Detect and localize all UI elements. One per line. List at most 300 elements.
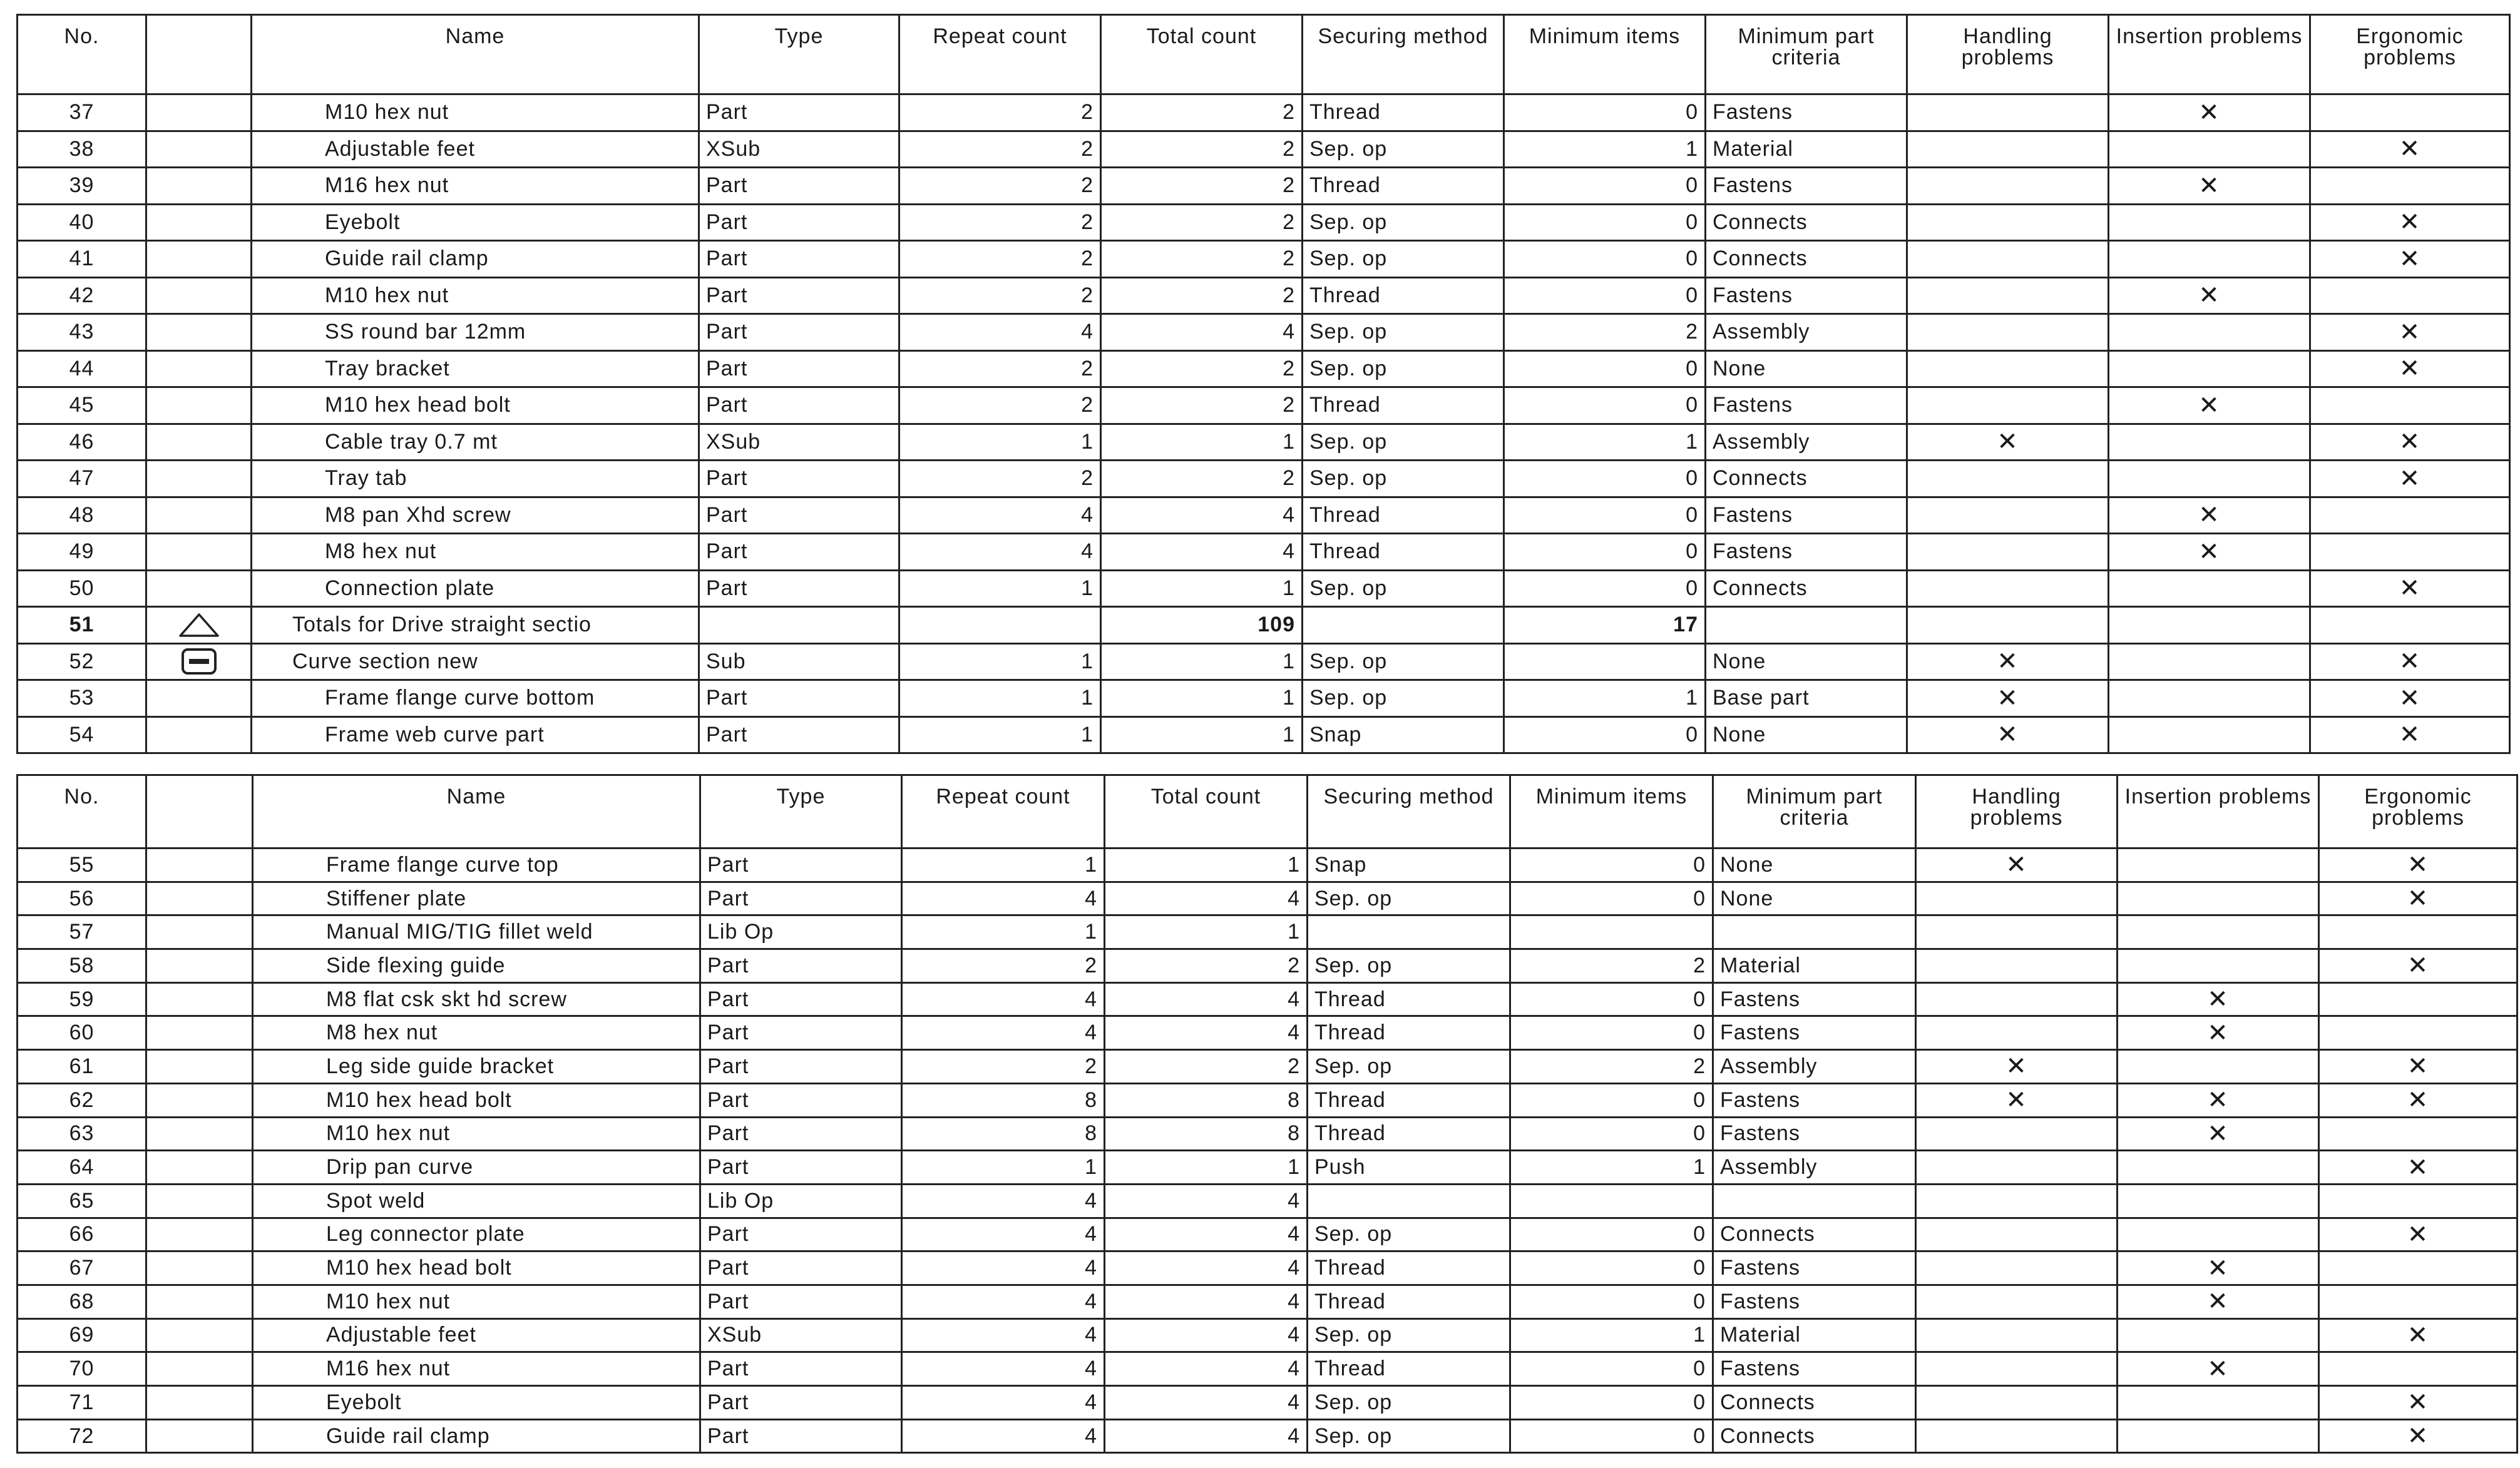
cell-icon <box>146 1251 253 1285</box>
table-row[interactable] <box>18 424 2510 461</box>
cell-ergonomic-problems: ✕ <box>2319 1151 2517 1185</box>
cell-insertion-problems <box>2118 1218 2319 1251</box>
cell-type: Part <box>700 1352 902 1386</box>
cell-no: 56 <box>18 882 146 915</box>
cell-name: Adjustable feet <box>253 1318 700 1352</box>
cell-minimum-part-criteria: Fastens <box>1706 277 1907 314</box>
cell-insertion-problems: ✕ <box>2109 534 2310 571</box>
cell-handling-problems: ✕ <box>1916 1050 2118 1084</box>
cell-handling-problems <box>1916 1386 2118 1420</box>
cell-handling-problems: ✕ <box>1916 1083 2118 1117</box>
cell-repeat-count: 2 <box>899 204 1101 241</box>
cell-insertion-problems: ✕ <box>2109 94 2310 131</box>
cell-no: 58 <box>18 949 146 983</box>
cell-securing-method: Snap <box>1303 716 1504 753</box>
cell-minimum-items: 0 <box>1510 982 1713 1016</box>
cell-minimum-part-criteria: Material <box>1706 131 1907 168</box>
cell-no: 71 <box>18 1386 146 1420</box>
header-ergonomic-problems[interactable]: Ergonomic problems <box>2319 775 2517 849</box>
cell-securing-method: Sep. op <box>1308 1318 1510 1352</box>
table-row[interactable] <box>18 1419 2517 1453</box>
cell-securing-method: Sep. op <box>1303 314 1504 351</box>
cell-minimum-part-criteria: Connects <box>1713 1419 1916 1453</box>
table-row[interactable] <box>18 570 2510 607</box>
cell-icon <box>146 497 252 534</box>
cell-insertion-problems: ✕ <box>2109 387 2310 424</box>
cell-icon <box>146 570 252 607</box>
cell-securing-method: Sep. op <box>1303 570 1504 607</box>
table-row[interactable] <box>18 534 2510 571</box>
header-minimum-part-criteria[interactable]: Minimum part criteria <box>1706 15 1907 94</box>
header-type[interactable]: Type <box>700 775 902 849</box>
cell-icon <box>146 131 252 168</box>
header-name[interactable]: Name <box>253 775 700 849</box>
header-total-count[interactable]: Total count <box>1101 15 1303 94</box>
cell-minimum-part-criteria: Fastens <box>1713 1083 1916 1117</box>
cell-ergonomic-problems <box>2310 94 2510 131</box>
cell-icon <box>146 1050 253 1084</box>
cell-repeat-count: 2 <box>899 277 1101 314</box>
cell-ergonomic-problems: ✕ <box>2319 882 2517 915</box>
table-row[interactable] <box>18 1386 2517 1420</box>
cell-securing-method: Thread <box>1303 168 1504 205</box>
cell-icon <box>146 1318 253 1352</box>
cell-minimum-part-criteria: Connects <box>1713 1218 1916 1251</box>
cell-type: Lib Op <box>700 1184 902 1218</box>
cell-total-count: 1 <box>1105 1151 1308 1185</box>
header-no[interactable]: No. <box>18 15 146 94</box>
cell-minimum-items: 0 <box>1504 350 1706 387</box>
cell-type: Lib Op <box>700 915 902 949</box>
cell-type: Part <box>699 94 899 131</box>
cell-icon <box>146 461 252 497</box>
table-row[interactable] <box>18 1151 2517 1185</box>
table-row[interactable] <box>18 277 2510 314</box>
cell-total-count: 4 <box>1105 1251 1308 1285</box>
cell-total-count: 1 <box>1105 915 1308 949</box>
table-row[interactable] <box>18 949 2517 983</box>
cell-minimum-part-criteria: Fastens <box>1706 94 1907 131</box>
dfa-table-upper-body <box>18 94 2510 753</box>
cell-handling-problems <box>1907 534 2109 571</box>
table-row[interactable] <box>18 716 2510 753</box>
cell-insertion-problems <box>2118 1151 2319 1185</box>
cell-insertion-problems <box>2118 1419 2319 1453</box>
cell-securing-method: Thread <box>1303 277 1504 314</box>
cell-securing-method: Thread <box>1303 387 1504 424</box>
cell-repeat-count: 4 <box>902 882 1105 915</box>
cell-no: 53 <box>18 680 146 717</box>
cell-minimum-part-criteria: Fastens <box>1713 982 1916 1016</box>
cell-no: 50 <box>18 570 146 607</box>
cell-insertion-problems <box>2118 915 2319 949</box>
cell-repeat-count: 4 <box>902 1218 1105 1251</box>
table-row[interactable] <box>18 204 2510 241</box>
cell-securing-method: Sep. op <box>1308 1218 1510 1251</box>
cell-ergonomic-problems: ✕ <box>2310 314 2510 351</box>
cell-repeat-count: 1 <box>902 1151 1105 1185</box>
header-securing-method[interactable]: Securing method <box>1303 15 1504 94</box>
cell-securing-method: Sep. op <box>1308 949 1510 983</box>
cell-ergonomic-problems <box>2319 982 2517 1016</box>
cell-handling-problems <box>1916 882 2118 915</box>
table-row[interactable] <box>18 680 2510 717</box>
cell-insertion-problems <box>2118 1318 2319 1352</box>
cell-minimum-items: 0 <box>1504 204 1706 241</box>
cell-minimum-items: 0 <box>1504 570 1706 607</box>
cell-no: 49 <box>18 534 146 571</box>
cell-name: M8 hex nut <box>252 534 699 571</box>
cell-icon <box>146 607 252 644</box>
cell-securing-method: Sep. op <box>1303 350 1504 387</box>
cell-type: Part <box>700 1151 902 1185</box>
cell-minimum-part-criteria: Assembly <box>1713 1050 1916 1084</box>
table-row[interactable] <box>18 1352 2517 1386</box>
cell-ergonomic-problems: ✕ <box>2310 131 2510 168</box>
cell-repeat-count: 2 <box>899 241 1101 278</box>
cell-ergonomic-problems <box>2319 1117 2517 1151</box>
cell-no: 67 <box>18 1251 146 1285</box>
cell-icon <box>146 1386 253 1420</box>
cell-ergonomic-problems: ✕ <box>2310 241 2510 278</box>
cell-no: 72 <box>18 1419 146 1453</box>
cell-minimum-items <box>1504 643 1706 680</box>
cell-minimum-items: 0 <box>1504 716 1706 753</box>
cell-repeat-count: 4 <box>902 1285 1105 1318</box>
cell-minimum-items: 0 <box>1510 1218 1713 1251</box>
cell-no: 66 <box>18 1218 146 1251</box>
cell-handling-problems <box>1907 461 2109 497</box>
cell-handling-problems <box>1916 982 2118 1016</box>
cell-minimum-items: 0 <box>1504 277 1706 314</box>
cell-insertion-problems <box>2109 680 2310 717</box>
cell-minimum-part-criteria: Assembly <box>1706 314 1907 351</box>
cell-minimum-part-criteria: Connects <box>1706 461 1907 497</box>
cell-minimum-items: 0 <box>1504 168 1706 205</box>
table-row[interactable] <box>18 461 2510 497</box>
cell-type: Part <box>700 1117 902 1151</box>
cell-icon <box>146 1083 253 1117</box>
table-row[interactable] <box>18 643 2510 680</box>
cell-total-count: 4 <box>1105 1016 1308 1050</box>
cell-type: Part <box>699 497 899 534</box>
header-handling-problems[interactable]: Handling problems <box>1907 15 2109 94</box>
cell-name: M8 pan Xhd screw <box>252 497 699 534</box>
dfa-table-lower-body <box>18 849 2517 1453</box>
header-minimum-items[interactable]: Minimum items <box>1504 15 1706 94</box>
cell-no: 57 <box>18 915 146 949</box>
cell-type: Part <box>699 350 899 387</box>
cell-handling-problems <box>1916 1285 2118 1318</box>
table-row[interactable] <box>18 350 2510 387</box>
cell-name: Frame flange curve bottom <box>252 680 699 717</box>
header-repeat-count[interactable]: Repeat count <box>902 775 1105 849</box>
cell-type: Part <box>699 680 899 717</box>
cell-name: Frame flange curve top <box>253 849 700 882</box>
cell-minimum-part-criteria <box>1713 915 1916 949</box>
cell-icon <box>146 241 252 278</box>
cell-total-count: 2 <box>1101 277 1303 314</box>
table-row[interactable] <box>18 1117 2517 1151</box>
cell-name: M16 hex nut <box>253 1352 700 1386</box>
cell-minimum-part-criteria: None <box>1706 716 1907 753</box>
cell-handling-problems <box>1907 168 2109 205</box>
cell-handling-problems <box>1916 915 2118 949</box>
cell-minimum-items: 0 <box>1504 534 1706 571</box>
cell-no: 40 <box>18 204 146 241</box>
cell-repeat-count: 2 <box>899 387 1101 424</box>
cell-no: 59 <box>18 982 146 1016</box>
cell-icon <box>146 314 252 351</box>
cell-repeat-count: 1 <box>899 680 1101 717</box>
cell-minimum-part-criteria: Connects <box>1706 204 1907 241</box>
cell-repeat-count: 1 <box>899 424 1101 461</box>
totals-row[interactable] <box>18 607 2510 644</box>
cell-insertion-problems: ✕ <box>2118 1251 2319 1285</box>
cell-repeat-count: 4 <box>899 497 1101 534</box>
cell-no: 51 <box>18 607 146 644</box>
cell-name: Connection plate <box>252 570 699 607</box>
table-row[interactable] <box>18 1050 2517 1084</box>
cell-total-count: 4 <box>1101 534 1303 571</box>
cell-no: 44 <box>18 350 146 387</box>
cell-type: Part <box>700 1285 902 1318</box>
cell-icon <box>146 915 253 949</box>
cell-securing-method: Sep. op <box>1308 1419 1510 1453</box>
cell-type <box>699 607 899 644</box>
cell-icon <box>146 1285 253 1318</box>
header-no[interactable]: No. <box>18 775 146 849</box>
cell-ergonomic-problems: ✕ <box>2319 1218 2517 1251</box>
cell-handling-problems <box>1907 497 2109 534</box>
header-repeat-count[interactable]: Repeat count <box>899 15 1101 94</box>
cell-type: Part <box>699 241 899 278</box>
cell-minimum-part-criteria: Assembly <box>1706 424 1907 461</box>
cell-type: XSub <box>700 1318 902 1352</box>
cell-minimum-part-criteria: Connects <box>1706 570 1907 607</box>
cell-handling-problems <box>1916 1419 2118 1453</box>
cell-total-count: 4 <box>1105 882 1308 915</box>
cell-repeat-count: 4 <box>902 1251 1105 1285</box>
cell-repeat-count: 2 <box>899 94 1101 131</box>
cell-minimum-part-criteria: Fastens <box>1706 387 1907 424</box>
cell-icon <box>146 680 252 717</box>
cell-minimum-items: 1 <box>1504 680 1706 717</box>
cell-total-count: 2 <box>1101 241 1303 278</box>
cell-name: Eyebolt <box>252 204 699 241</box>
cell-handling-problems <box>1916 1352 2118 1386</box>
cell-name: M10 hex nut <box>253 1117 700 1151</box>
cell-minimum-items <box>1510 915 1713 949</box>
cell-insertion-problems: ✕ <box>2118 1083 2319 1117</box>
cell-minimum-items: 0 <box>1510 1285 1713 1318</box>
table-row[interactable] <box>18 1184 2517 1218</box>
cell-icon <box>146 204 252 241</box>
cell-type: Part <box>700 1218 902 1251</box>
table-row[interactable] <box>18 915 2517 949</box>
cell-type: Sub <box>699 643 899 680</box>
header-insertion-problems[interactable]: Insertion problems <box>2109 15 2310 94</box>
cell-securing-method: Thread <box>1308 1251 1510 1285</box>
cell-ergonomic-problems: ✕ <box>2319 949 2517 983</box>
header-minimum-items[interactable]: Minimum items <box>1510 775 1713 849</box>
header-type[interactable]: Type <box>699 15 899 94</box>
table-row[interactable] <box>18 497 2510 534</box>
cell-minimum-items: 0 <box>1510 1083 1713 1117</box>
table-row[interactable] <box>18 982 2517 1016</box>
table-row[interactable] <box>18 314 2510 351</box>
cell-name: Curve section new <box>252 643 699 680</box>
cell-minimum-items: 1 <box>1510 1318 1713 1352</box>
cell-ergonomic-problems: ✕ <box>2310 350 2510 387</box>
cell-repeat-count: 1 <box>899 716 1101 753</box>
cell-ergonomic-problems: ✕ <box>2310 424 2510 461</box>
table-row[interactable] <box>18 1218 2517 1251</box>
cell-securing-method: Snap <box>1308 849 1510 882</box>
cell-minimum-part-criteria: Connects <box>1706 241 1907 278</box>
cell-type: Part <box>699 570 899 607</box>
cell-insertion-problems: ✕ <box>2109 497 2310 534</box>
cell-no: 46 <box>18 424 146 461</box>
table-row[interactable] <box>18 1251 2517 1285</box>
cell-ergonomic-problems <box>2310 168 2510 205</box>
cell-repeat-count: 2 <box>899 461 1101 497</box>
cell-minimum-part-criteria: Fastens <box>1713 1352 1916 1386</box>
cell-minimum-part-criteria: Base part <box>1706 680 1907 717</box>
header-total-count[interactable]: Total count <box>1105 775 1308 849</box>
minus-box-icon[interactable] <box>177 647 222 676</box>
cell-minimum-part-criteria: Fastens <box>1713 1016 1916 1050</box>
cell-securing-method: Thread <box>1303 94 1504 131</box>
dfa-table-upper <box>16 14 2511 754</box>
cell-ergonomic-problems: ✕ <box>2310 643 2510 680</box>
cell-no: 48 <box>18 497 146 534</box>
table-row[interactable] <box>18 94 2510 131</box>
cell-icon <box>146 849 253 882</box>
cell-handling-problems <box>1907 607 2109 644</box>
cell-name: Manual MIG/TIG fillet weld <box>253 915 700 949</box>
cell-handling-problems <box>1907 350 2109 387</box>
cell-total-count: 2 <box>1101 350 1303 387</box>
cell-handling-problems: ✕ <box>1907 643 2109 680</box>
cell-icon <box>146 1117 253 1151</box>
cell-repeat-count: 4 <box>902 1419 1105 1453</box>
cell-icon <box>146 350 252 387</box>
cell-minimum-items: 0 <box>1504 461 1706 497</box>
header-name[interactable]: Name <box>252 15 699 94</box>
cell-no: 39 <box>18 168 146 205</box>
cell-name: Guide rail clamp <box>252 241 699 278</box>
cell-minimum-part-criteria: Fastens <box>1706 168 1907 205</box>
cell-securing-method: Sep. op <box>1303 680 1504 717</box>
cell-insertion-problems: ✕ <box>2118 982 2319 1016</box>
cell-name: M10 hex head bolt <box>253 1083 700 1117</box>
cell-no: 63 <box>18 1117 146 1151</box>
cell-total-count: 2 <box>1105 1050 1308 1084</box>
triangle-up-icon[interactable] <box>177 611 222 640</box>
cell-securing-method: Sep. op <box>1308 1386 1510 1420</box>
cell-icon <box>146 387 252 424</box>
table-row[interactable] <box>18 849 2517 882</box>
header-insertion-problems[interactable]: Insertion problems <box>2118 775 2319 849</box>
cell-repeat-count: 2 <box>899 168 1101 205</box>
cell-no: 60 <box>18 1016 146 1050</box>
table-row[interactable] <box>18 387 2510 424</box>
header-ergonomic-problems[interactable]: Ergonomic problems <box>2310 15 2510 94</box>
cell-handling-problems <box>1907 241 2109 278</box>
cell-total-count: 8 <box>1105 1117 1308 1151</box>
cell-securing-method: Sep. op <box>1308 1050 1510 1084</box>
cell-minimum-items: 0 <box>1510 1419 1713 1453</box>
table-row[interactable] <box>18 1285 2517 1318</box>
cell-icon <box>146 277 252 314</box>
table-row[interactable] <box>18 131 2510 168</box>
cell-total-count: 1 <box>1101 643 1303 680</box>
cell-ergonomic-problems <box>2319 1251 2517 1285</box>
table-row[interactable] <box>18 1083 2517 1117</box>
cell-minimum-part-criteria: Fastens <box>1713 1285 1916 1318</box>
cell-minimum-part-criteria: Fastens <box>1706 534 1907 571</box>
cell-no: 61 <box>18 1050 146 1084</box>
cell-no: 47 <box>18 461 146 497</box>
cell-icon <box>146 716 252 753</box>
cell-icon <box>146 982 253 1016</box>
cell-minimum-items: 1 <box>1504 131 1706 168</box>
header-minimum-part-criteria[interactable]: Minimum part criteria <box>1713 775 1916 849</box>
cell-insertion-problems <box>2109 716 2310 753</box>
cell-insertion-problems: ✕ <box>2118 1285 2319 1318</box>
header-icon <box>146 775 253 849</box>
cell-handling-problems <box>1916 1184 2118 1218</box>
cell-ergonomic-problems <box>2310 277 2510 314</box>
cell-insertion-problems <box>2109 461 2310 497</box>
cell-handling-problems <box>1916 949 2118 983</box>
cell-icon <box>146 643 252 680</box>
table-row[interactable] <box>18 882 2517 915</box>
cell-insertion-problems: ✕ <box>2118 1352 2319 1386</box>
cell-icon <box>146 168 252 205</box>
table-row[interactable] <box>18 1016 2517 1050</box>
cell-minimum-part-criteria <box>1713 1184 1916 1218</box>
cell-type: Part <box>700 1083 902 1117</box>
cell-type: Part <box>700 1251 902 1285</box>
cell-minimum-items: 0 <box>1510 1251 1713 1285</box>
cell-repeat-count: 4 <box>902 1318 1105 1352</box>
cell-handling-problems <box>1916 1318 2118 1352</box>
cell-name: M10 hex head bolt <box>252 387 699 424</box>
cell-handling-problems <box>1916 1151 2118 1185</box>
cell-insertion-problems <box>2109 643 2310 680</box>
table-row[interactable] <box>18 1318 2517 1352</box>
cell-securing-method: Thread <box>1308 1285 1510 1318</box>
cell-total-count: 4 <box>1105 982 1308 1016</box>
cell-insertion-problems: ✕ <box>2118 1117 2319 1151</box>
cell-type: Part <box>700 982 902 1016</box>
cell-name: M10 hex head bolt <box>253 1251 700 1285</box>
cell-insertion-problems: ✕ <box>2109 168 2310 205</box>
cell-ergonomic-problems: ✕ <box>2310 570 2510 607</box>
cell-ergonomic-problems: ✕ <box>2319 849 2517 882</box>
header-securing-method[interactable]: Securing method <box>1308 775 1510 849</box>
cell-minimum-items: 0 <box>1504 497 1706 534</box>
cell-no: 55 <box>18 849 146 882</box>
cell-minimum-items: 0 <box>1510 1352 1713 1386</box>
table-row[interactable] <box>18 241 2510 278</box>
cell-type: Part <box>700 849 902 882</box>
header-handling-problems[interactable]: Handling problems <box>1916 775 2118 849</box>
table-row[interactable] <box>18 168 2510 205</box>
cell-total-count: 2 <box>1101 387 1303 424</box>
